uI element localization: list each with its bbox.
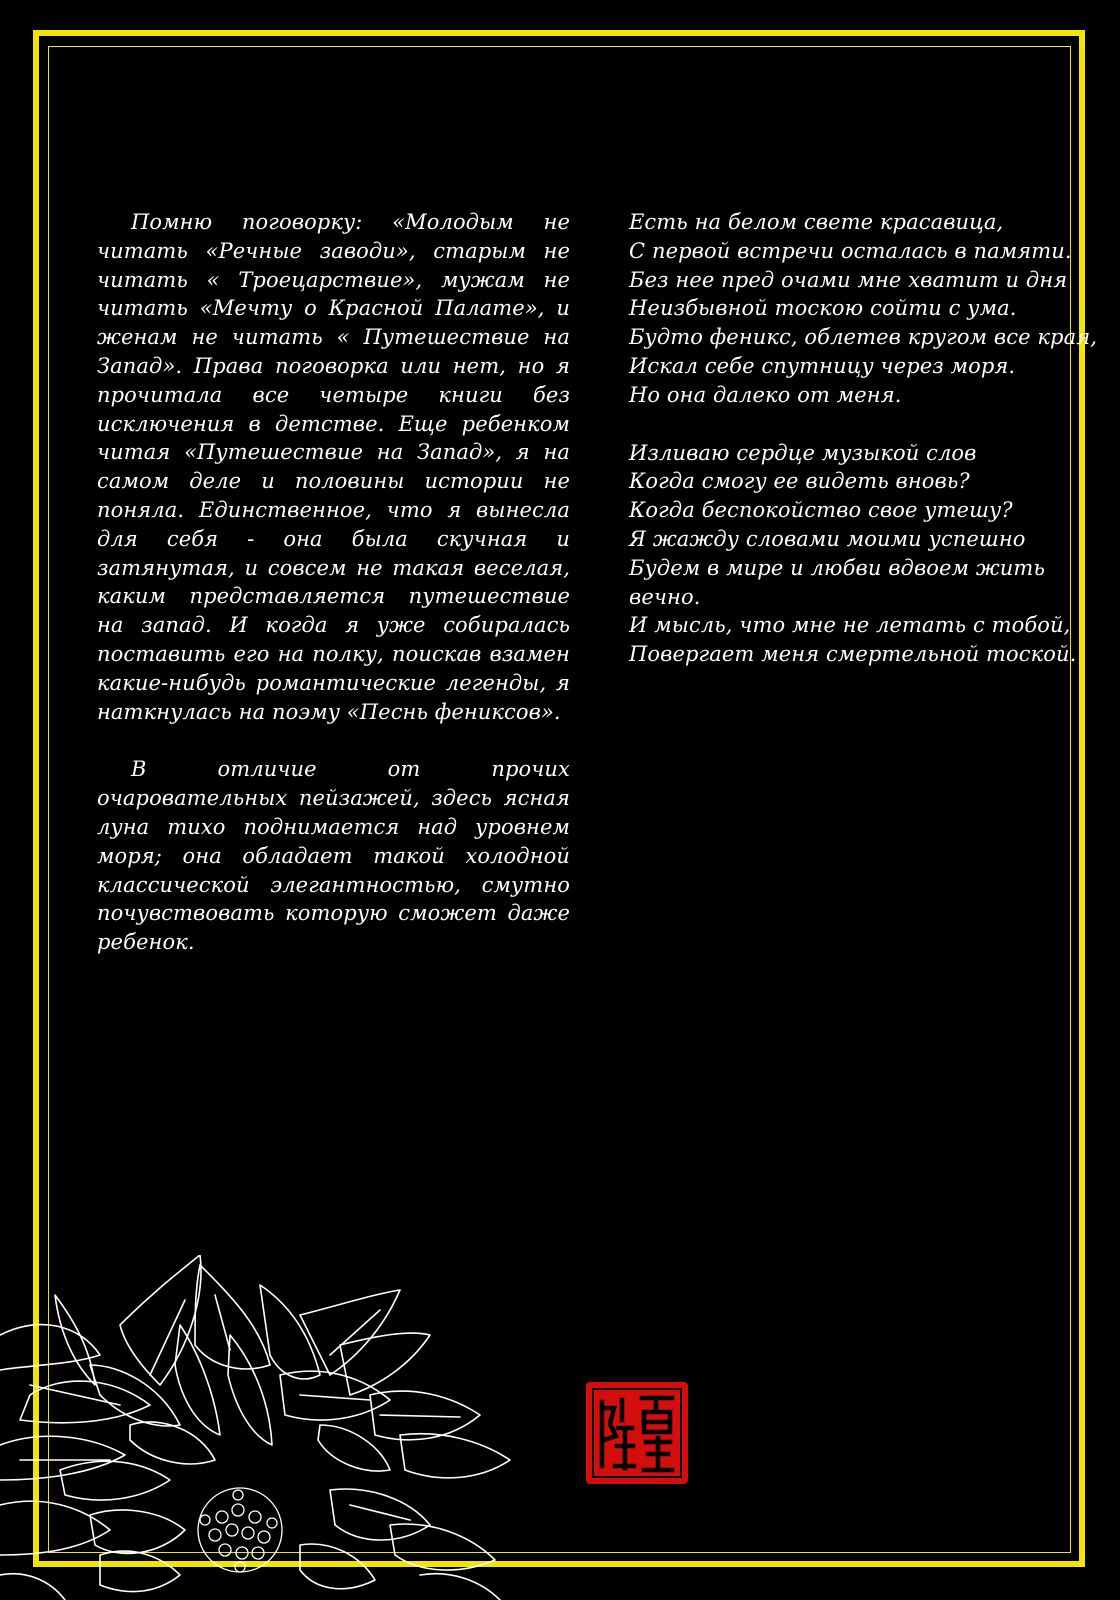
poem-line: Есть на белом свете красавица, bbox=[629, 210, 1004, 234]
poem-line: С первой встречи осталась в памяти. bbox=[629, 238, 1072, 263]
poem-line: Я жажду словами моими успешно bbox=[629, 526, 1026, 551]
poem-line: И мысль, что мне не летать с тобой, bbox=[629, 613, 1071, 638]
poem-line: вечно. bbox=[629, 584, 701, 609]
poem-line: Неизбывной тоскою сойти с ума. bbox=[629, 296, 1017, 321]
prose-column bbox=[97, 208, 570, 957]
poem-stanza-2 bbox=[629, 439, 1079, 669]
poem-line: Когда смогу ее видеть вновь? bbox=[629, 469, 970, 494]
poem-line: Изливаю сердце музыкой слов bbox=[629, 440, 977, 465]
poem-line: Но она далеко от меня. bbox=[629, 382, 902, 407]
poem-column bbox=[629, 208, 1098, 669]
red-seal-stamp bbox=[584, 1380, 690, 1486]
poem-line: Когда беспокойство свое утешу? bbox=[629, 498, 1013, 523]
poem-line: Будто феникс, облетев кругом все края, bbox=[629, 325, 1098, 350]
poem-line: Повергает меня смертельной тоской. bbox=[629, 642, 1077, 667]
poem-line: Будем в мире и любви вдвоем жить bbox=[629, 555, 1045, 580]
chrysanthemum-illustration bbox=[0, 1255, 540, 1600]
poem-line: Искал себе спутницу через моря. bbox=[629, 353, 1016, 378]
prose-paragraph-1: Помню поговорку: «Молодым не читать «Речные заводи», старым не читать « Троецарствие», мужам не читать «Мечту о Красной Палате», и женам не читать « Путешествие на Запад». Права поговорка или нет, но я прочитала все четыре книги без исключения в детстве. Еще ребенком читая «Путешествие на Запад», я на самом деле и половины истории не поняла. Единственное, что я вынесла для себя - она была скучная и затянутая, и совсем не такая веселая, каким представляется путешествие на запад. И когда я уже собиралась поставить его на полку, поискав взамен какие-нибудь романтические легенды, я наткнулась на поэму «Песнь фениксов». bbox=[97, 210, 570, 724]
poem-line: Без нее пред очами мне хватит и дня bbox=[629, 267, 1068, 292]
poem-stanza-1 bbox=[629, 208, 1098, 410]
prose-paragraph-2: В отличие от прочих очаровательных пейзажей, здесь ясная луна тихо поднимается над уровнем моря; она обладает такой холодной классической элегантностью, смутно почувствовать которую сможет даже ребенок. bbox=[97, 757, 570, 955]
